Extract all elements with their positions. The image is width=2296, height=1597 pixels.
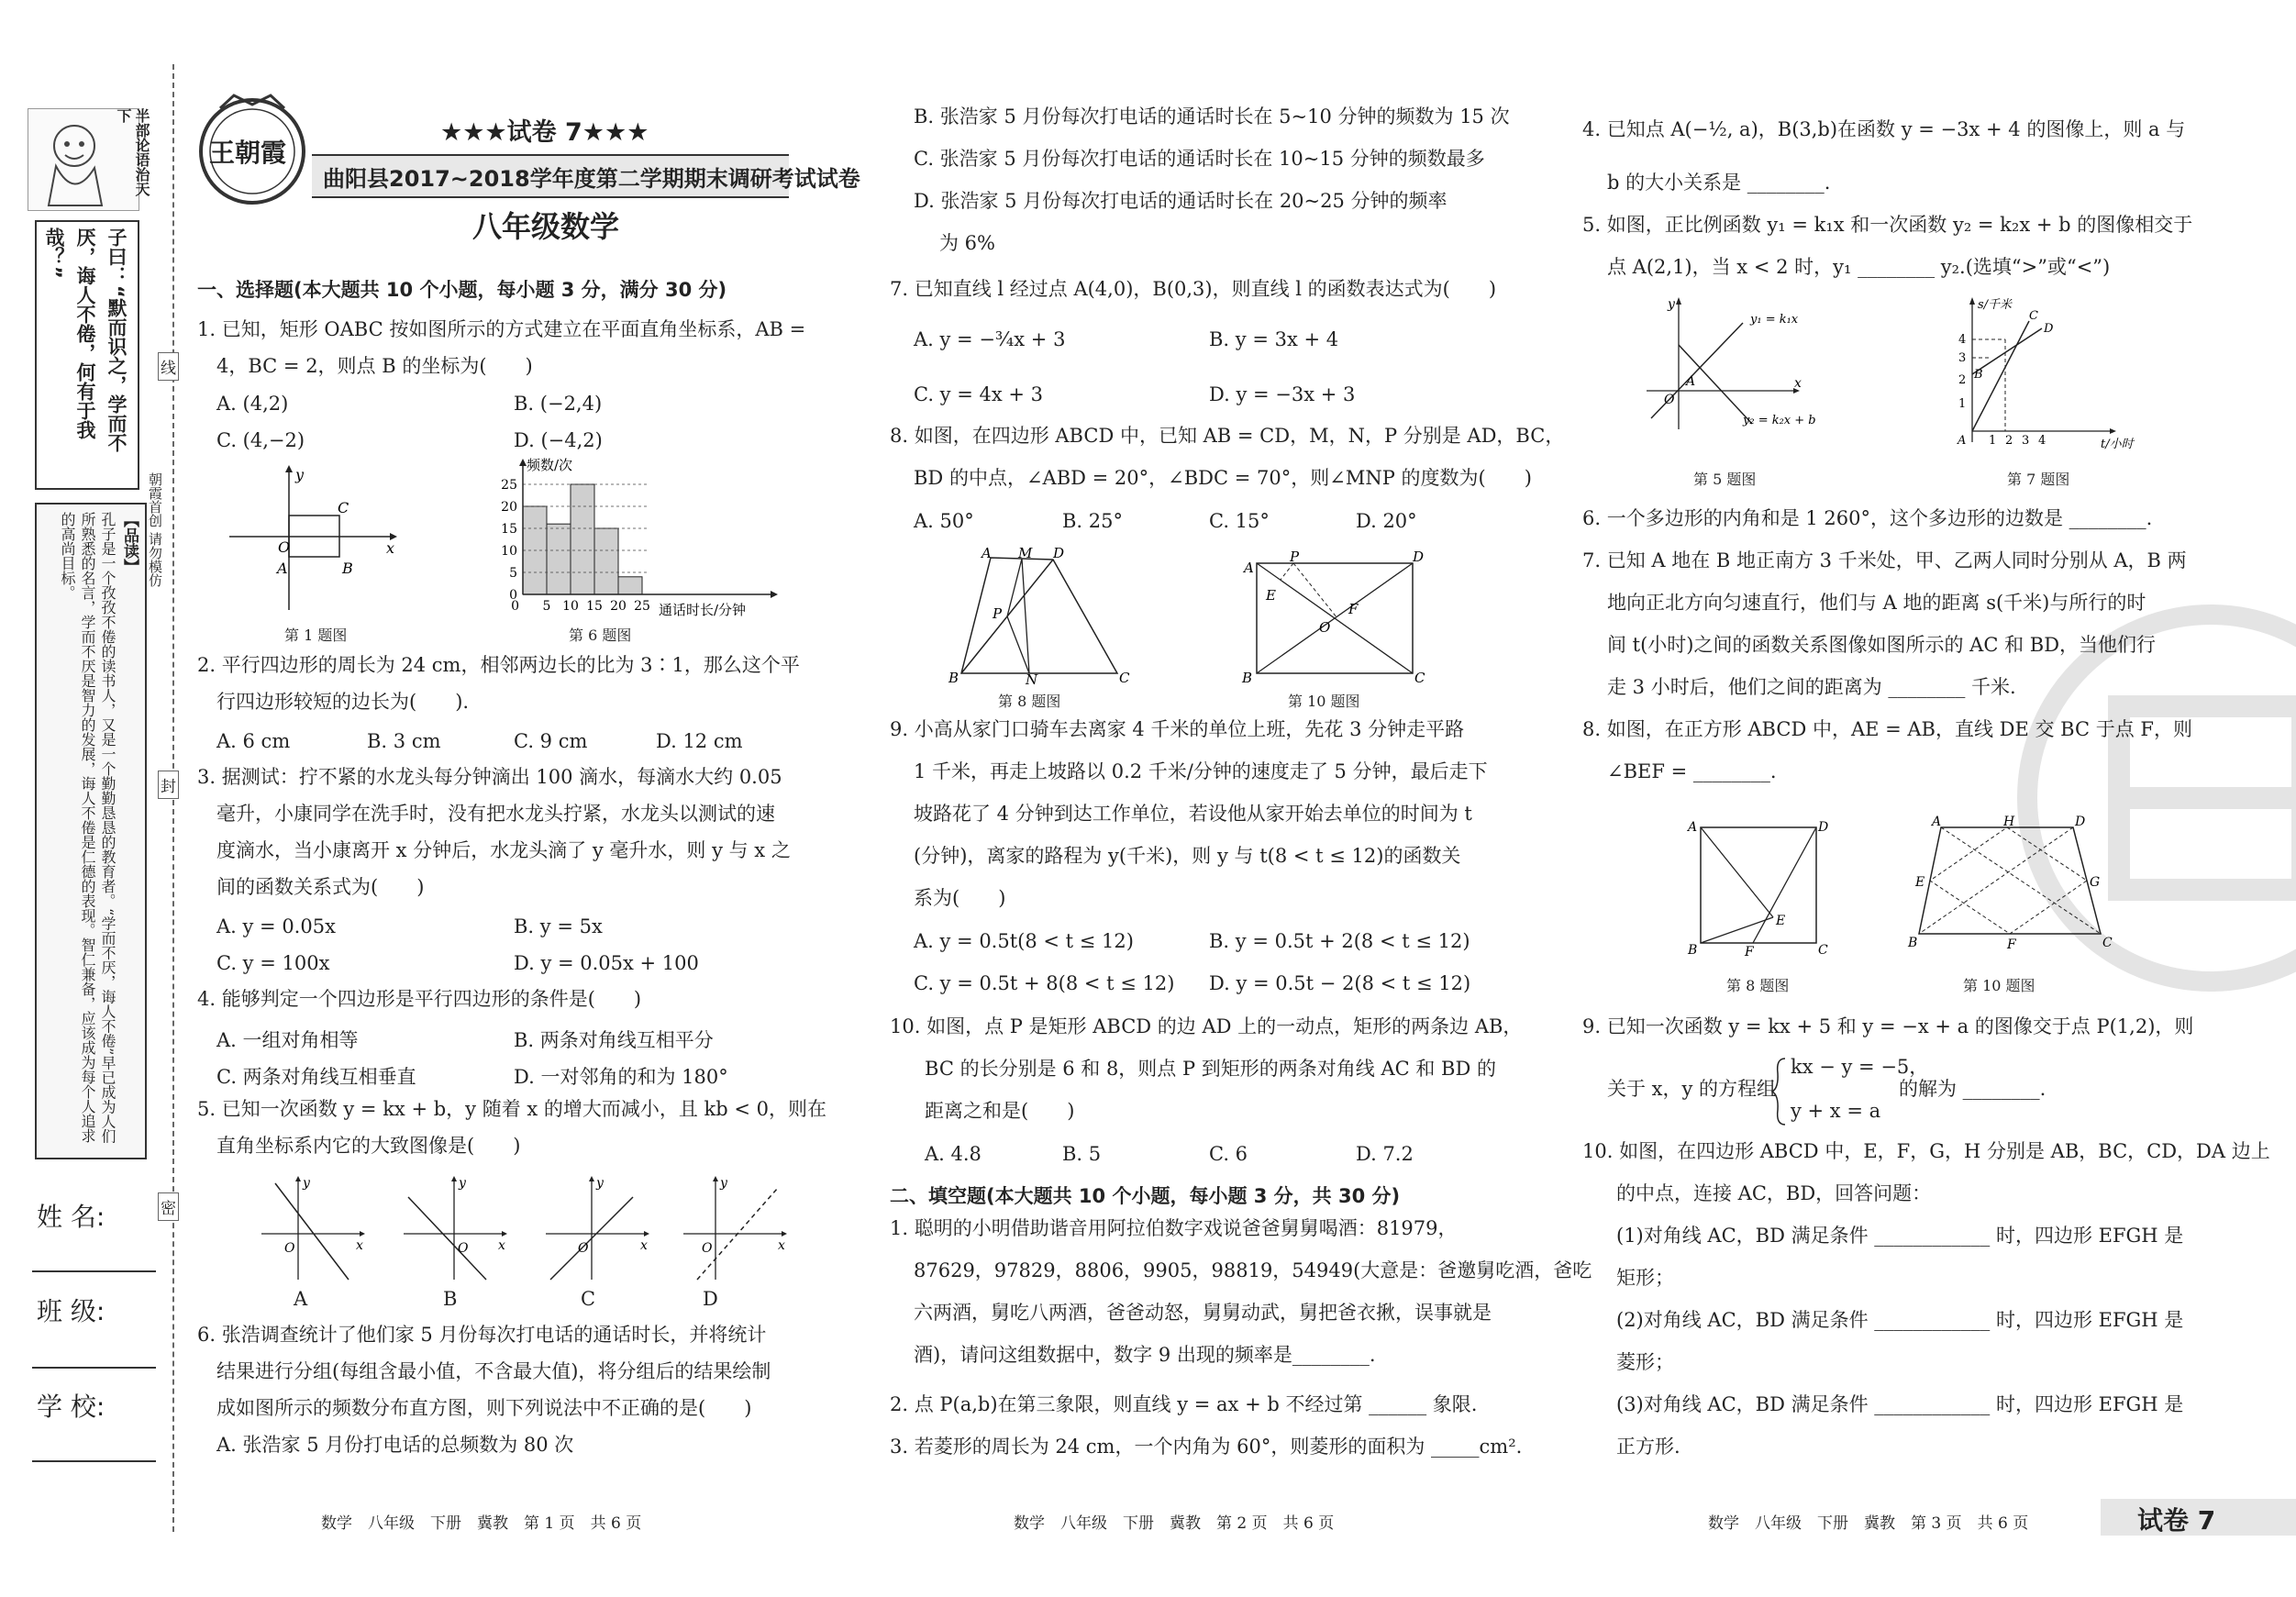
fig6-caption: 第 6 题图	[569, 627, 632, 644]
svg-text:y: y	[1668, 297, 1675, 312]
svg-text:C: C	[1414, 670, 1425, 686]
q2-option-d[interactable]: D. 12 cm	[656, 730, 743, 752]
q9-line2: 1 千米，再走上坡路以 0.2 千米/分钟的速度走了 5 分钟，最后走下	[914, 760, 1488, 782]
class-label: 班 级:	[37, 1296, 105, 1326]
q1-line2: 4，BC = 2，则点 B 的坐标为( )	[216, 355, 533, 377]
svg-text:x: x	[640, 1238, 648, 1253]
svg-text:4: 4	[2038, 434, 2046, 448]
fig1-caption: 第 1 题图	[284, 627, 348, 644]
reading-title: 【品读】	[120, 512, 139, 574]
hist-xtick: 25	[634, 599, 650, 614]
q5-option-b[interactable]: B	[443, 1288, 458, 1310]
svg-text:F: F	[1745, 945, 1754, 959]
reading-box	[35, 503, 147, 1159]
hist-origin-tick: 0	[511, 599, 519, 614]
q5-line2: 直角坐标系内它的大致图像是( )	[216, 1135, 521, 1157]
q9-line1: 9. 小高从家门口骑车去离家 4 千米的单位上班，先花 3 分钟走平路	[890, 718, 1465, 740]
svg-text:1: 1	[1958, 397, 1967, 411]
svg-text:B: B	[1908, 936, 1918, 950]
q6-option-d-cont: 为 6%	[939, 232, 995, 254]
q2-option-c[interactable]: C. 9 cm	[514, 730, 588, 752]
svg-text:B: B	[1242, 670, 1253, 686]
system-brace-icon	[1770, 1055, 1789, 1128]
hist-ytick: 20	[501, 500, 517, 515]
svg-text:O: O	[1664, 393, 1675, 407]
q4-option-b[interactable]: B. 两条对角线互相平分	[514, 1029, 714, 1051]
q1-option-c[interactable]: C. (4,−2)	[216, 429, 305, 451]
hist-bar	[594, 528, 618, 594]
binding-mark-2: 封	[158, 771, 179, 799]
q9-line4: (分钟)，离家的路程为 y(千米)，则 y 与 t(8 < t ≤ 12)的函数关	[914, 845, 1461, 867]
fill10-line8: 正方形.	[1616, 1436, 1680, 1458]
fill9-answer: 的解为 ________.	[1899, 1078, 2046, 1100]
q5-graph-c	[541, 1174, 651, 1284]
svg-text:E: E	[1266, 587, 1276, 604]
svg-text:E: E	[1915, 875, 1925, 890]
svg-text:A: A	[277, 560, 288, 577]
fill9-line1: 9. 已知一次函数 y = kx + 5 和 y = −x + a 的图像交于点 P(1,2)，则	[1582, 1015, 2194, 1037]
footer-page3: 数学 八年级 下册 冀教 第 3 页 共 6 页	[1708, 1514, 2029, 1533]
q9-line3: 坡路花了 4 分钟到达工作单位，若设他从家开始去单位的时间为 t	[914, 803, 1472, 825]
q2-option-a[interactable]: A. 6 cm	[216, 730, 291, 752]
q3-option-d[interactable]: D. y = 0.05x + 100	[514, 952, 699, 974]
svg-text:D: D	[2044, 322, 2054, 336]
hist-xtick: 15	[586, 599, 603, 614]
svg-text:y: y	[720, 1176, 727, 1191]
fill1-line2: 87629，97829，8806，9905，98819，54949(大意是：爸邀舅吃酒，爸吃	[914, 1259, 1592, 1281]
hist-ytick: 25	[501, 478, 517, 493]
q2-option-b[interactable]: B. 3 cm	[367, 730, 441, 752]
svg-text:A: A	[982, 545, 992, 561]
q6-line2: 结果进行分组(每组含最小值，不含最大值)，将分组后的结果绘制	[216, 1360, 771, 1382]
binding-mark-1: 线	[158, 352, 179, 381]
svg-text:C: C	[2029, 309, 2038, 323]
svg-text:G: G	[2090, 875, 2101, 890]
name-field[interactable]	[32, 1270, 156, 1272]
section2-heading: 二、填空题(本大题共 10 个小题，每小题 3 分，共 30 分)	[890, 1185, 1401, 1207]
fill5-line2: 点 A(2,1)，当 x < 2 时，y₁ ________ y₂.(选填“>”或“<”)	[1607, 256, 2111, 278]
svg-text:y: y	[295, 466, 305, 483]
fill7-line1: 7. 已知 A 地在 B 地正南方 3 千米处，甲、乙两人同时分别从 A，B 两	[1582, 549, 2187, 571]
q5-graph-a	[257, 1174, 367, 1284]
fill1-line4: 酒)，请问这组数据中，数字 9 出现的频率是________.	[914, 1344, 1376, 1366]
q7-option-a[interactable]: A. y = −¾x + 3	[914, 328, 1066, 350]
svg-text:2: 2	[1958, 373, 1967, 387]
svg-text:D: D	[2075, 815, 2086, 829]
hist-xtick: 20	[610, 599, 627, 614]
fill9-system-eq1: kx − y = −5，	[1791, 1056, 1929, 1078]
svg-text:x: x	[498, 1238, 505, 1253]
q2-line2: 行四边形较短的边长为( ).	[216, 691, 470, 713]
svg-text:B: B	[1974, 368, 1983, 382]
svg-text:D: D	[1053, 545, 1065, 561]
hist-ytick: 5	[509, 566, 517, 581]
fill7-line2: 地向正北方向匀速直行，他们与 A 地的距离 s(千米)与所行的时	[1607, 592, 2146, 614]
hist-ytick: 0	[509, 588, 517, 603]
fig10-caption: 第 10 题图	[1288, 693, 1360, 710]
svg-text:A: A	[1932, 815, 1942, 829]
q5-option-d[interactable]: D	[703, 1288, 718, 1310]
q3-line4: 间的函数关系式为( )	[216, 876, 425, 898]
q3-line1: 3. 据测试：拧不紧的水龙头每分钟滴出 100 滴水，每滴水大约 0.05	[197, 766, 782, 788]
q10-option-b[interactable]: B. 5	[1062, 1143, 1102, 1165]
fill6-line1: 6. 一个多边形的内角和是 1 260°，这个多边形的边数是 ________.	[1582, 507, 2153, 529]
fill4-line2: b 的大小关系是 ________.	[1607, 172, 1831, 194]
q9-option-c[interactable]: C. y = 0.5t + 8(8 < t ≤ 12)	[914, 972, 1175, 994]
figure-fill5	[1642, 295, 1844, 433]
exam-title: 曲阳县2017~2018学年度第二学期期末调研考试试卷	[323, 166, 860, 192]
footer-page2: 数学 八年级 下册 冀教 第 2 页 共 6 页	[1014, 1514, 1335, 1533]
q9-option-d[interactable]: D. y = 0.5t − 2(8 < t ≤ 12)	[1209, 972, 1471, 994]
svg-text:3: 3	[2022, 434, 2030, 448]
hist-bar	[547, 524, 571, 594]
svg-text:N: N	[1026, 671, 1038, 688]
q7-option-d[interactable]: D. y = −3x + 3	[1209, 383, 1356, 405]
svg-text:M: M	[1018, 545, 1033, 561]
exam-number: ★★★试卷 7★★★	[440, 118, 649, 147]
fill4-line1: 4. 已知点 A(−½, a)，B(3,b)在函数 y = −3x + 4 的图像上，则 a 与	[1582, 118, 2186, 140]
q3-line2: 毫升，小康同学在洗手时，没有把水龙头拧紧，水龙头以测试的速	[216, 803, 775, 825]
svg-text:F: F	[1348, 601, 1359, 617]
footer-page1: 数学 八年级 下册 冀教 第 1 页 共 6 页	[321, 1514, 642, 1533]
svg-text:x: x	[1794, 376, 1802, 391]
q9-option-a[interactable]: A. y = 0.5t(8 < t ≤ 12)	[914, 930, 1134, 952]
q5-line1: 5. 已知一次函数 y = kx + b，y 随着 x 的增大而减小，且 kb < 0，则在	[197, 1098, 827, 1120]
svg-text:4: 4	[1958, 333, 1967, 347]
q10-line3: 距离之和是( )	[925, 1100, 1075, 1122]
fig5-caption: 第 5 题图	[1693, 471, 1757, 488]
hist-xlabel: 通话时长/分钟	[659, 602, 747, 618]
svg-text:H: H	[2003, 815, 2015, 829]
fill7-line4: 走 3 小时后，他们之间的距离为 ________ 千米.	[1607, 676, 2016, 698]
section1-heading: 一、选择题(本大题共 10 个小题，每小题 3 分，满分 30 分)	[197, 279, 727, 301]
figure-q8	[945, 545, 1130, 688]
fig8-caption: 第 8 题图	[998, 693, 1061, 710]
q8-line2: BD 的中点，∠ABD = 20°，∠BDC = 70°，则∠MNP 的度数为( )	[914, 467, 1532, 489]
svg-text:y: y	[596, 1176, 604, 1191]
svg-text:A: A	[1958, 434, 1967, 448]
q1-option-a[interactable]: A. (4,2)	[216, 393, 289, 415]
svg-text:O: O	[578, 1241, 589, 1256]
fig7-xlabel: t/小时	[2101, 438, 2134, 451]
fill1-line1: 1. 聪明的小明借助谐音用阿拉伯数字戏说爸爸舅舅喝酒：81979，	[890, 1217, 1458, 1239]
q10-option-c[interactable]: C. 6	[1209, 1143, 1248, 1165]
q1-option-d[interactable]: D. (−4,2)	[514, 429, 603, 451]
seal-text: 朝霞首创 请勿模仿	[147, 472, 163, 587]
svg-text:2: 2	[2005, 434, 2013, 448]
fig8b-caption: 第 8 题图	[1726, 977, 1790, 994]
q7-option-b[interactable]: B. y = 3x + 4	[1209, 328, 1339, 350]
logo-text: 王朝霞	[209, 138, 287, 168]
hist-bar	[618, 577, 642, 594]
logo	[193, 92, 312, 211]
q5-graph-d	[679, 1174, 789, 1284]
svg-text:B: B	[342, 560, 353, 577]
q9-option-b[interactable]: B. y = 0.5t + 2(8 < t ≤ 12)	[1209, 930, 1470, 952]
hist-ylabel: 频数/次	[527, 457, 573, 473]
fill10-line4: 矩形；	[1616, 1267, 1674, 1289]
svg-text:C: C	[1119, 670, 1130, 686]
svg-text:y: y	[303, 1176, 310, 1191]
svg-text:P: P	[993, 605, 1003, 622]
left-sidebar	[0, 0, 174, 1597]
q6-option-b[interactable]: B. 张浩家 5 月份每次打电话的通话时长在 5~10 分钟的频数为 15 次	[914, 105, 1510, 128]
q3-line3: 度滴水，当小康离开 x 分钟后，水龙头滴了 y 毫升水，则 y 与 x 之	[216, 839, 791, 861]
q8-option-a[interactable]: A. 50°	[914, 510, 974, 532]
binding-mark-3: 密	[158, 1192, 179, 1221]
q2-line1: 2. 平行四边形的周长为 24 cm，相邻两边长的比为 3∶1，那么这个平	[197, 654, 800, 676]
figure-fill7	[1954, 295, 2165, 451]
q1-option-b[interactable]: B. (−2,4)	[514, 393, 603, 415]
fill5-line1: 5. 如图，正比例函数 y₁ = k₁x 和一次函数 y₂ = k₂x + b 的图像相交于	[1582, 214, 2193, 236]
class-field[interactable]	[32, 1367, 156, 1369]
q3-option-b[interactable]: B. y = 5x	[514, 915, 603, 937]
svg-text:P: P	[1290, 549, 1300, 565]
school-field[interactable]	[32, 1460, 156, 1462]
figure-fill8	[1686, 818, 1833, 959]
fig10b-caption: 第 10 题图	[1963, 977, 2035, 994]
q10-option-a[interactable]: A. 4.8	[925, 1143, 982, 1165]
hist-xtick: 5	[542, 599, 551, 614]
svg-text:B: B	[948, 670, 959, 686]
svg-text:A: A	[1244, 560, 1254, 576]
svg-text:D: D	[1413, 549, 1425, 565]
fill7-line3: 间 t(小时)之间的函数关系图像如图所示的 AC 和 BD，当他们行	[1607, 634, 2157, 656]
svg-text:A: A	[1688, 820, 1698, 835]
motto-top: 半部论语治天下	[115, 108, 150, 196]
q4-option-c[interactable]: C. 两条对角线互相垂直	[216, 1066, 416, 1088]
fig5-y1-label: y₁ = k₁x	[1750, 313, 1799, 327]
q1-line1: 1. 已知，矩形 OABC 按如图所示的方式建立在平面直角坐标系，AB =	[197, 318, 806, 340]
q5-option-a[interactable]: A	[294, 1288, 308, 1310]
figure-q10	[1238, 549, 1425, 686]
fill8-line1: 8. 如图，在正方形 ABCD 中，AE = AB，直线 DE 交 BC 于点 F，则	[1582, 718, 2192, 740]
hist-bar	[571, 484, 594, 594]
q10-option-d[interactable]: D. 7.2	[1356, 1143, 1414, 1165]
svg-text:x: x	[386, 539, 395, 557]
fill1-line3: 六两酒，舅吃八两酒，爸爸动怒，舅舅动武，舅把爸衣揪，误事就是	[914, 1302, 1492, 1324]
svg-text:E: E	[1776, 914, 1786, 928]
svg-text:O: O	[702, 1241, 713, 1256]
svg-text:O: O	[278, 538, 291, 556]
svg-text:C: C	[2102, 936, 2113, 950]
fill10-line5: (2)对角线 AC，BD 满足条件 ____________ 时，四边形 EFGH 是	[1616, 1309, 2184, 1331]
q10-line1: 10. 如图，点 P 是矩形 ABCD 的边 AD 上的一动点，矩形的两条边 AB，	[890, 1015, 1523, 1037]
q6-line3: 成如图所示的频数分布直方图，则下列说法中不正确的是( )	[216, 1397, 752, 1419]
hist-xtick: 10	[562, 599, 579, 614]
q9-line5: 系为( )	[914, 887, 1006, 909]
svg-text:O: O	[1319, 619, 1331, 636]
name-label: 姓 名:	[37, 1202, 105, 1232]
hist-ytick: 10	[501, 544, 517, 559]
svg-text:C: C	[338, 499, 349, 516]
q6-option-c[interactable]: C. 张浩家 5 月份每次打电话的通话时长在 10~15 分钟的频数最多	[914, 148, 1485, 170]
fill10-line3: (1)对角线 AC，BD 满足条件 ____________ 时，四边形 EFGH 是	[1616, 1225, 2184, 1247]
fig5-y2-label: y₂ = k₂x + b	[1743, 414, 1816, 427]
svg-text:O: O	[458, 1241, 469, 1256]
svg-text:A: A	[1686, 374, 1696, 389]
q8-option-d[interactable]: D. 20°	[1356, 510, 1417, 532]
svg-text:y: y	[459, 1176, 466, 1191]
q6-option-a[interactable]: A. 张浩家 5 月份打电话的总频数为 80 次	[216, 1434, 574, 1456]
q4-option-d[interactable]: D. 一对邻角的和为 180°	[514, 1066, 728, 1088]
q4-option-a[interactable]: A. 一组对角相等	[216, 1029, 359, 1051]
svg-text:B: B	[1688, 943, 1698, 958]
svg-text:x: x	[356, 1238, 363, 1253]
fill9-line2: 关于 x，y 的方程组	[1607, 1078, 1777, 1100]
fill9-system-eq2: y + x = a	[1791, 1100, 1881, 1122]
q4-line1: 4. 能够判定一个四边形是平行四边形的条件是( )	[197, 988, 642, 1010]
fill2-line1: 2. 点 P(a,b)在第三象限，则直线 y = ax + b 不经过第 ______ 象限.	[890, 1393, 1478, 1415]
svg-text:3: 3	[1958, 351, 1967, 365]
figure-q6-histogram	[486, 457, 789, 622]
figure-fill10	[1908, 816, 2119, 954]
q8-option-c[interactable]: C. 15°	[1209, 510, 1270, 532]
figure-q1	[220, 463, 404, 619]
reading-text: 孔子是一个孜孜不倦的读书人，又是一个勤勤恳恳的教育者。“学而不厌，诲人不倦”早已成为人们所熟悉的名言，学而不厌是智力的发展，诲人不倦是仁德的表现。智仁兼备，应该成为每个人追求的高尚目标。	[59, 512, 116, 1144]
q6-line1: 6. 张浩调查统计了他们家 5 月份每次打电话的通话时长，并将统计	[197, 1324, 767, 1346]
svg-text:C: C	[1818, 943, 1828, 958]
fill10-line7: (3)对角线 AC，BD 满足条件 ____________ 时，四边形 EFGH 是	[1616, 1393, 2184, 1415]
fill8-line2: ∠BEF = ________.	[1607, 760, 1777, 782]
svg-text:1: 1	[1989, 434, 1997, 448]
fill10-line1: 10. 如图，在四边形 ABCD 中，E，F，G，H 分别是 AB，BC，CD，DA 边上	[1582, 1140, 2270, 1162]
q5-option-c[interactable]: C	[581, 1288, 596, 1310]
q3-option-c[interactable]: C. y = 100x	[216, 952, 330, 974]
q8-option-b[interactable]: B. 25°	[1062, 510, 1124, 532]
q7-line1: 7. 已知直线 l 经过点 A(4,0)，B(0,3)，则直线 l 的函数表达式为( )	[890, 278, 1497, 300]
svg-text:x: x	[778, 1238, 785, 1253]
svg-text:O: O	[284, 1241, 295, 1256]
subject-title: 八年级数学	[472, 209, 620, 244]
hist-ytick: 15	[501, 522, 517, 537]
footer-badge: 试卷 7	[2137, 1505, 2216, 1536]
fill10-line2: 的中点，连接 AC，BD，回答问题：	[1616, 1182, 1932, 1204]
q7-option-c[interactable]: C. y = 4x + 3	[914, 383, 1043, 405]
q6-option-d[interactable]: D. 张浩家 5 月份每次打电话的通话时长在 20~25 分钟的频率	[914, 190, 1447, 212]
fill3-line1: 3. 若菱形的周长为 24 cm，一个内角为 60°，则菱形的面积为 _____cm².	[890, 1436, 1523, 1458]
school-label: 学 校:	[37, 1392, 105, 1422]
fig7-ylabel: s/千米	[1978, 298, 2013, 312]
quote-box	[35, 220, 139, 490]
q5-graph-b	[399, 1174, 509, 1284]
quote-text: 子曰：“默而识之，学而不厌，诲人不倦，何有于我哉？”	[43, 227, 128, 452]
q8-line1: 8. 如图，在四边形 ABCD 中，已知 AB = CD，M，N，P 分别是 AD，BC，	[890, 425, 1565, 447]
q10-line2: BC 的长分别是 6 和 8，则点 P 到矩形的两条对角线 AC 和 BD 的	[925, 1058, 1496, 1080]
q3-option-a[interactable]: A. y = 0.05x	[216, 915, 336, 937]
svg-text:F: F	[2007, 937, 2016, 952]
svg-text:D: D	[1818, 820, 1829, 835]
fig7-caption: 第 7 题图	[2007, 471, 2070, 488]
fill10-line6: 菱形；	[1616, 1351, 1674, 1373]
